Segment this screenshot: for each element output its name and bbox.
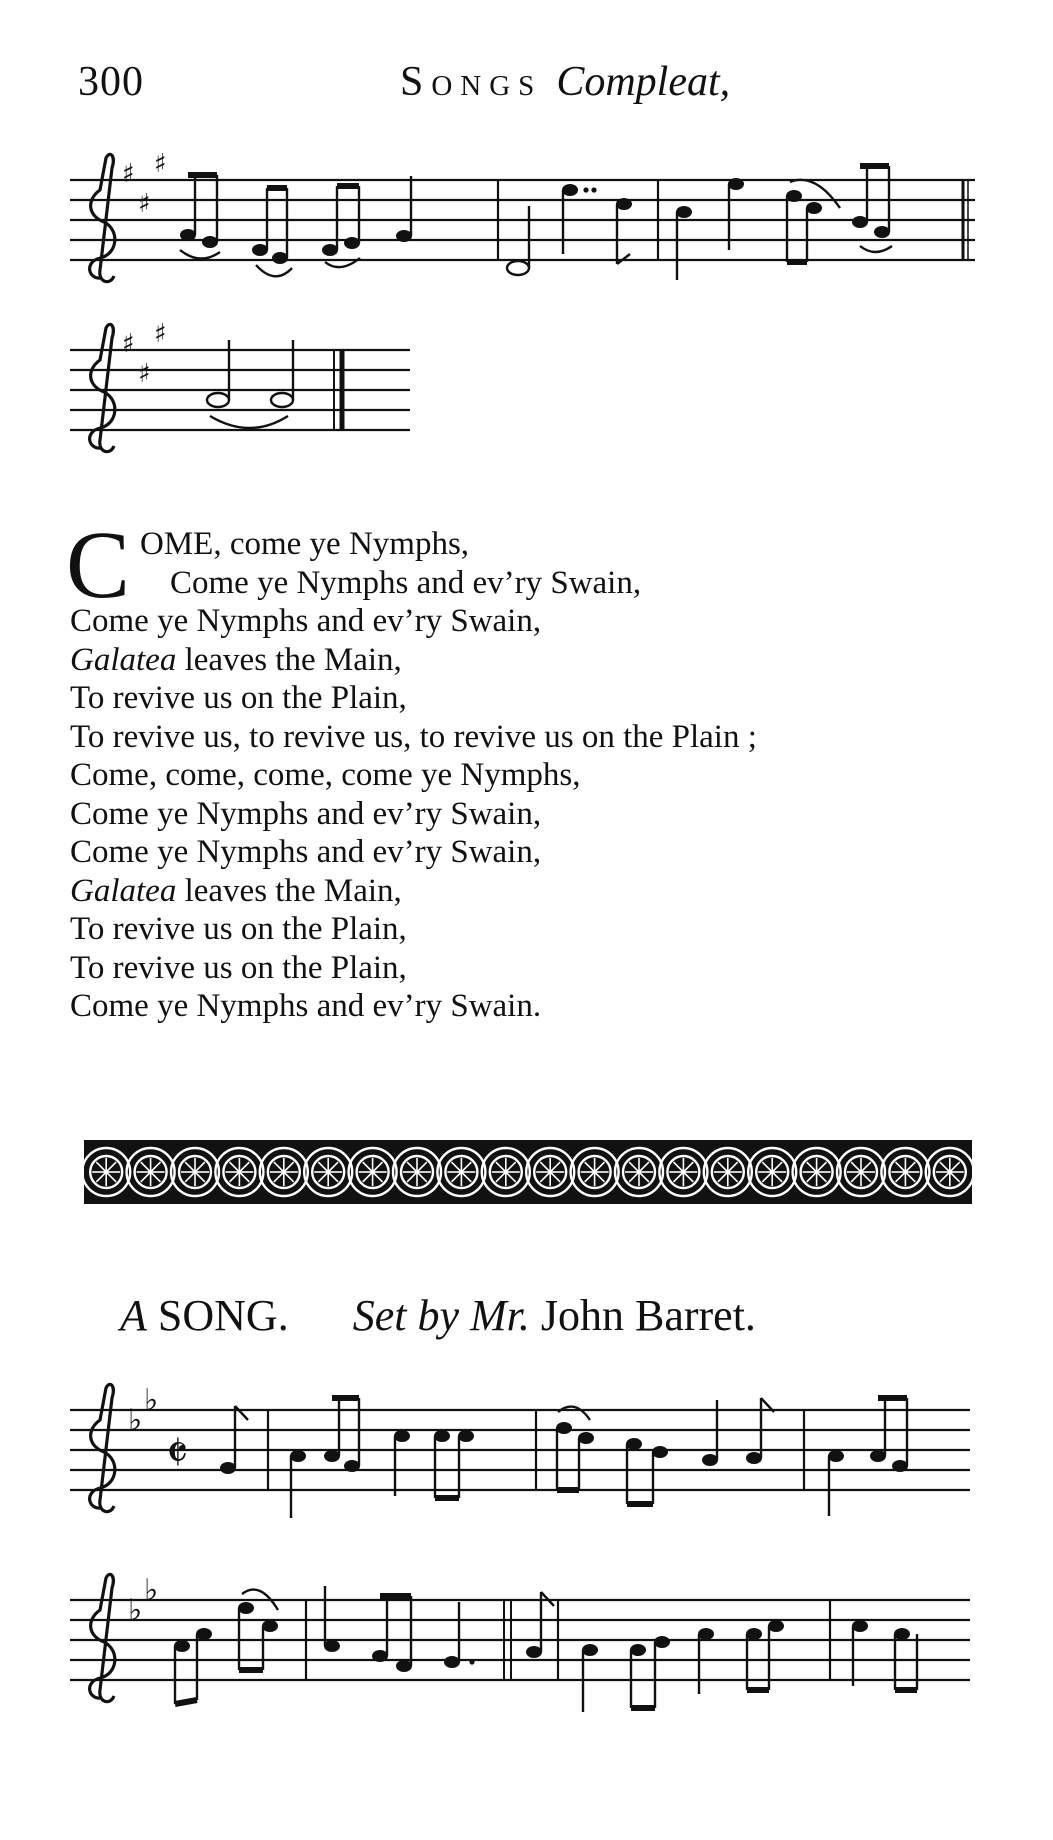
song-set-by: Set by Mr.	[352, 1291, 530, 1340]
running-title	[400, 58, 730, 106]
drop-cap: C	[66, 511, 131, 618]
lyric-line: To revive us on the Plain,	[70, 911, 407, 947]
lyric-line	[70, 641, 990, 680]
lyric-italic: Galatea	[70, 872, 177, 909]
lyric-line: OME, come ye Nymphs,	[140, 526, 470, 562]
song-composer: John Barret.	[540, 1291, 756, 1340]
svg-text:♯: ♯	[154, 149, 167, 179]
running-title-italic: Compleat,	[556, 59, 731, 105]
svg-text:♭: ♭	[144, 1383, 159, 1418]
lyric-line: To revive us on the Plain,	[70, 680, 407, 716]
lyric-text: leaves the Main,	[176, 641, 402, 678]
ornamental-border	[84, 1140, 972, 1204]
svg-text:♭: ♭	[128, 1403, 143, 1438]
lyric-line: Come ye Nymphs and ev’ry Swain,	[70, 795, 542, 832]
svg-text:♯: ♯	[122, 329, 135, 359]
lyric-line: Come, come, come, come ye Nymphs,	[70, 757, 581, 793]
svg-text:♯: ♯	[122, 159, 135, 189]
lyric-line	[70, 872, 990, 911]
svg-text:𝄵: 𝄵	[166, 1424, 189, 1482]
page-number: 300	[78, 59, 144, 105]
lyric-line: To revive us on the Plain,	[70, 949, 407, 986]
svg-text:♭: ♭	[128, 1593, 143, 1628]
lyric-italic: Galatea	[70, 641, 177, 678]
lyric-line: Come ye Nymphs and ev’ry Swain,	[170, 564, 642, 601]
lyric-text: leaves the Main,	[176, 872, 402, 909]
svg-text:♯: ♯	[138, 359, 151, 389]
lyrics-block	[66, 511, 990, 1026]
lyric-line: Come ye Nymphs and ev’ry Swain,	[70, 603, 542, 639]
music-staff-4	[70, 1570, 980, 1720]
svg-text:♭: ♭	[144, 1573, 159, 1608]
song-title-a: A	[120, 1291, 147, 1340]
lyric-line: Come ye Nymphs and ev’ry Swain.	[70, 988, 542, 1024]
running-title-caps: Songs	[400, 59, 543, 105]
page-header	[70, 58, 970, 118]
lyric-line: To revive us, to revive us, to revive us on the Plain ;	[70, 718, 757, 755]
music-staff-2	[70, 320, 430, 460]
svg-text:♯: ♯	[138, 189, 151, 219]
svg-text:♯: ♯	[154, 319, 167, 349]
music-staff-3	[70, 1380, 980, 1530]
song-title	[120, 1290, 980, 1341]
music-staff-1	[70, 150, 980, 300]
lyric-line: Come ye Nymphs and ev’ry Swain,	[70, 834, 542, 870]
song-title-song: SONG.	[157, 1291, 289, 1340]
